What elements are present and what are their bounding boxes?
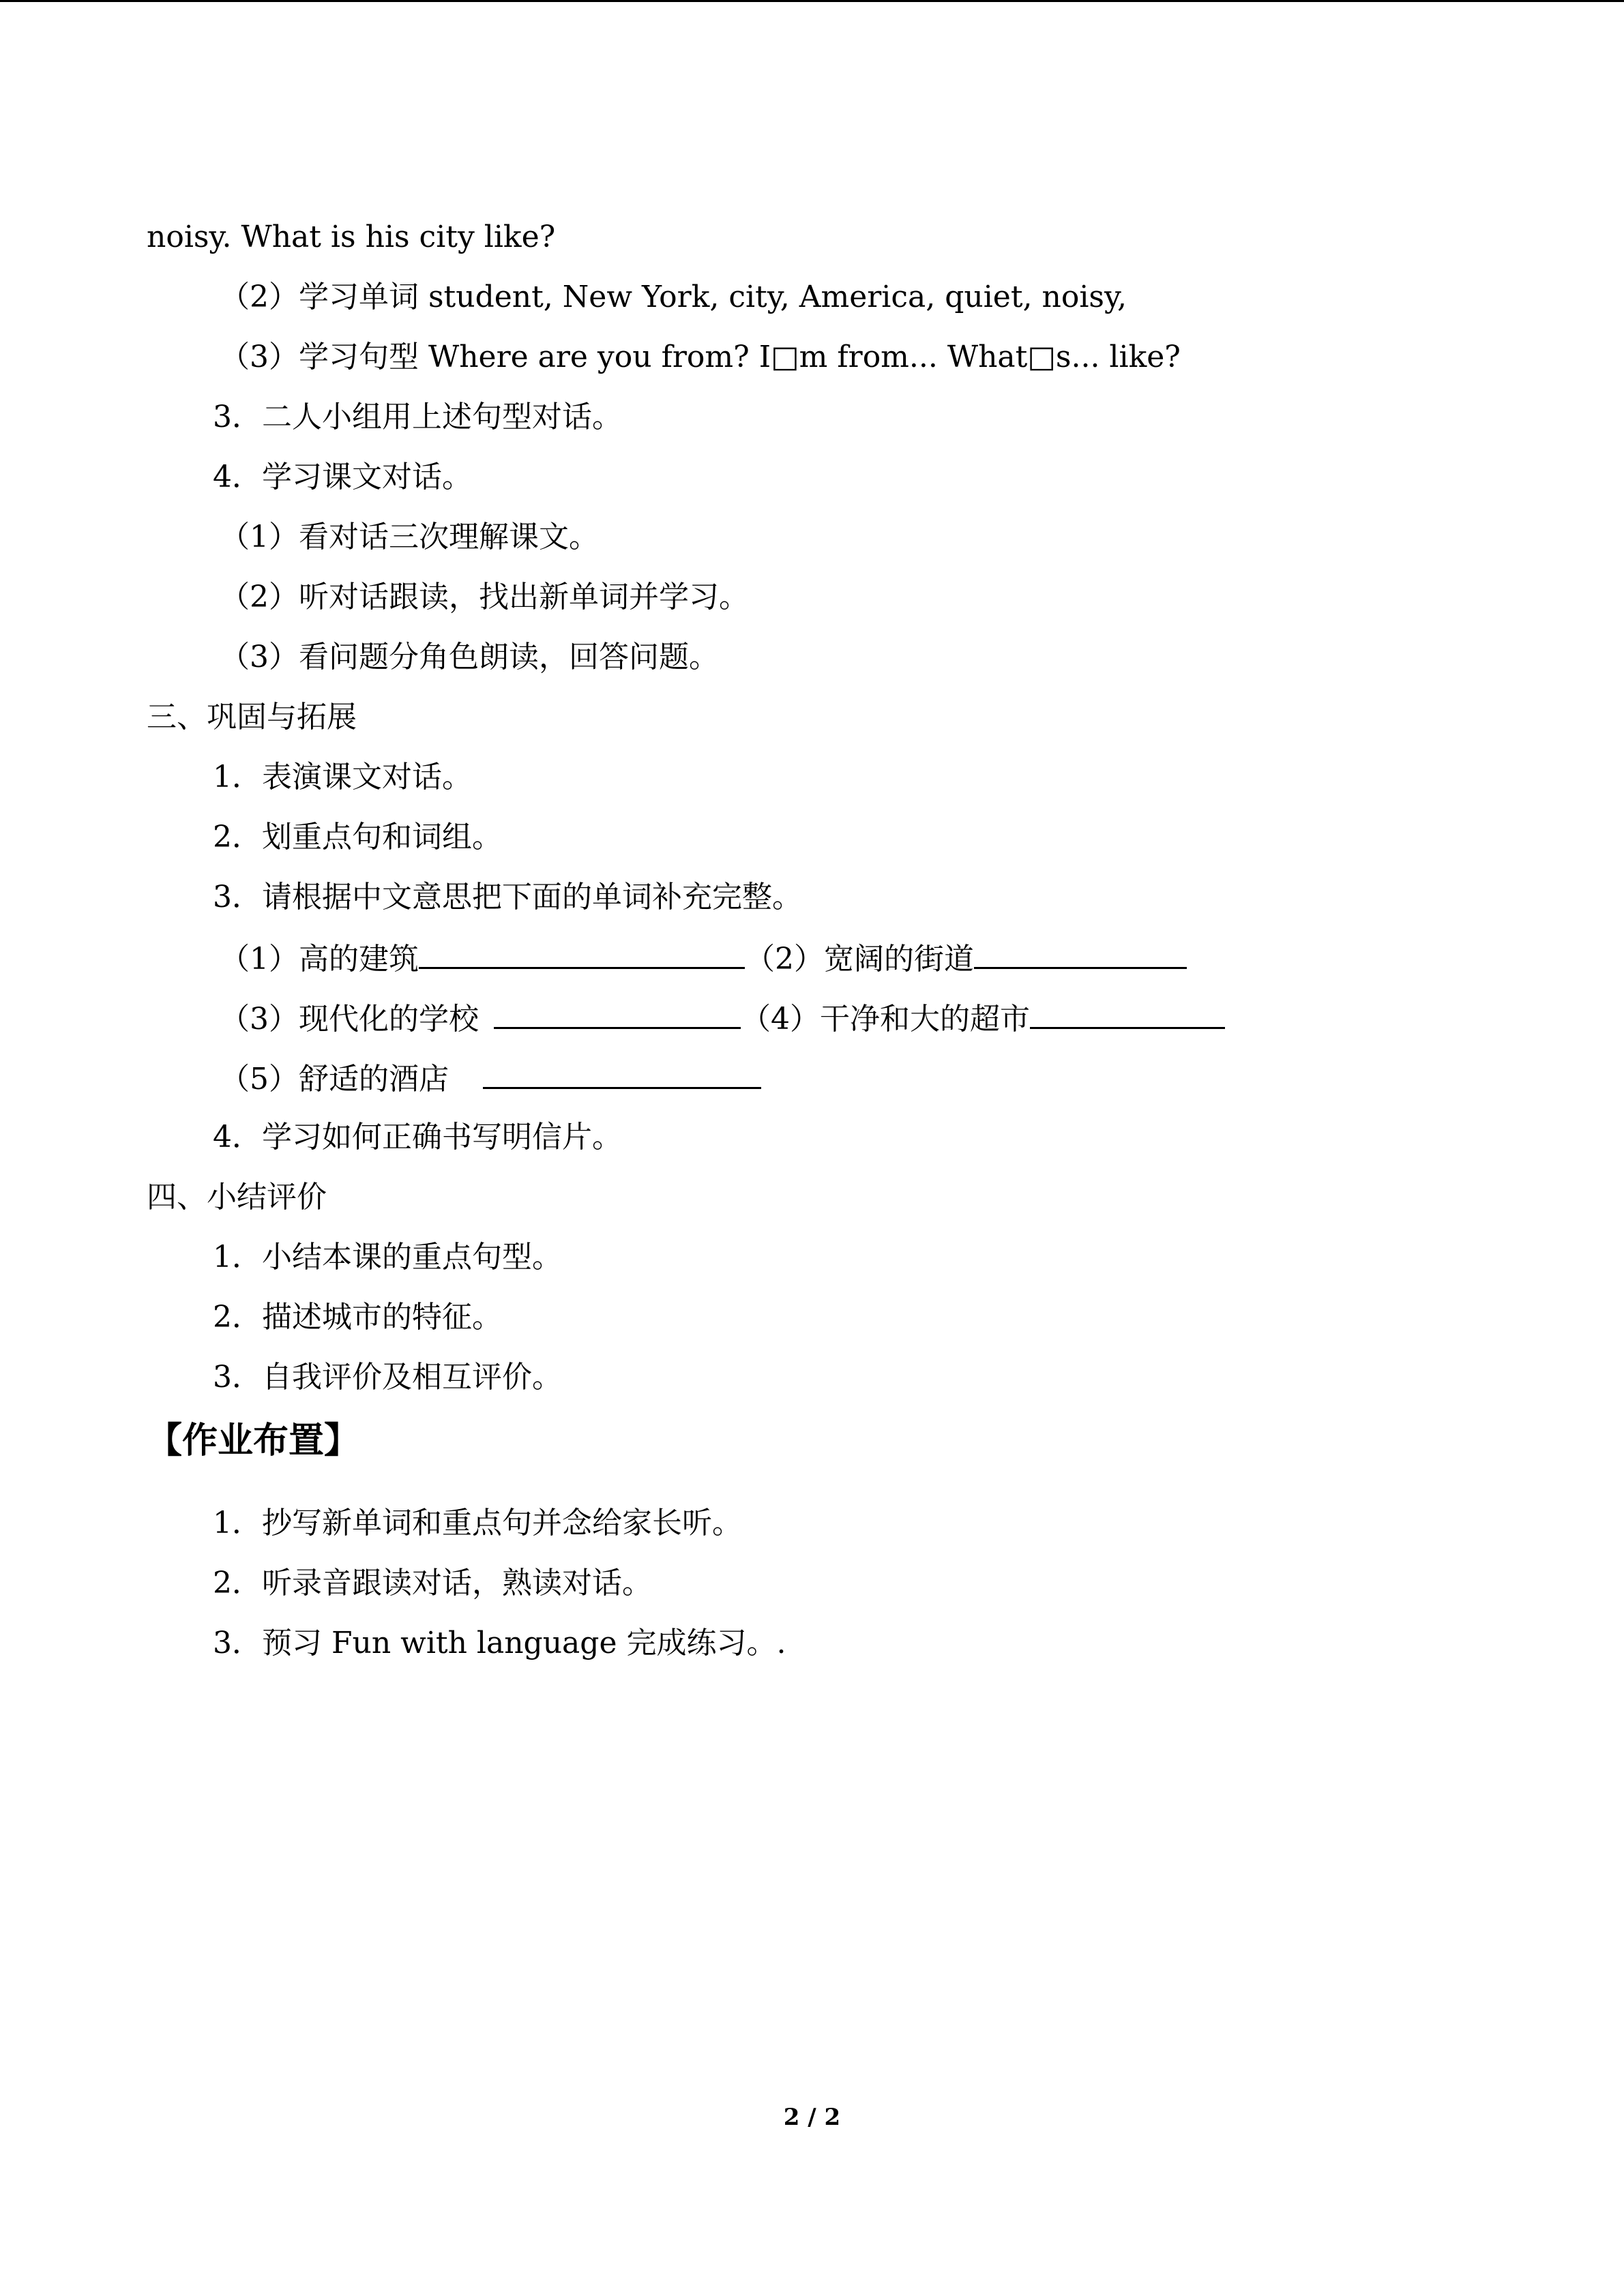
- answer-blank-2[interactable]: [974, 937, 1187, 969]
- text-line-role-play: （3）看问题分角色朗读，回答问题。: [220, 640, 719, 674]
- text-line-sentence-pattern: （3）学习句型 Where are you from? I□m from... What□s... like?: [220, 340, 1181, 374]
- answer-blank-5[interactable]: [483, 1057, 761, 1089]
- homework-item-1: 1．抄写新单词和重点句并念给家长听。: [213, 1506, 742, 1540]
- text-line-underline: 2．划重点句和词组。: [213, 820, 502, 854]
- text-line-read-three-times: （1）看对话三次理解课文。: [220, 520, 599, 554]
- section-title-consolidation: 三、巩固与拓展: [147, 700, 357, 734]
- homework-item-2: 2．听录音跟读对话，熟读对话。: [213, 1566, 652, 1600]
- exercise-item-5: （5）舒适的酒店: [220, 1062, 449, 1097]
- exercise-row-2: [220, 997, 1225, 1040]
- text-line-pair-dialogue: 3．二人小组用上述句型对话。: [213, 400, 622, 434]
- exercise-item-3: （3）现代化的学校: [220, 1002, 479, 1037]
- exercise-item-1: （1）高的建筑: [220, 942, 419, 976]
- text-line-vocabulary: （2）学习单词 student, New York, city, America, quiet, noisy,: [220, 280, 1127, 314]
- exercise-row-1: [220, 937, 1187, 980]
- answer-blank-1[interactable]: [419, 937, 745, 969]
- text-line-learn-dialogue: 4．学习课文对话。: [213, 460, 472, 494]
- page-number: 2 / 2: [783, 2104, 841, 2131]
- exercise-row-3: [220, 1057, 761, 1100]
- section-title-summary: 四、小结评价: [147, 1180, 327, 1214]
- text-line-continuation: noisy. What is his city like?: [147, 220, 556, 254]
- text-line-listen-follow: （2）听对话跟读，找出新单词并学习。: [220, 580, 749, 614]
- exercise-item-4: （4）干净和大的超市: [741, 1002, 1030, 1037]
- text-line-describe-city: 2．描述城市的特征。: [213, 1300, 502, 1335]
- text-line-perform: 1．表演课文对话。: [213, 760, 472, 794]
- homework-item-3: 3．预习 Fun with language 完成练习。.: [213, 1626, 786, 1660]
- answer-blank-4[interactable]: [1030, 997, 1225, 1029]
- text-line-summarize: 1．小结本课的重点句型。: [213, 1240, 562, 1274]
- text-line-fill-words: 3．请根据中文意思把下面的单词补充完整。: [213, 880, 802, 914]
- text-line-postcard: 4．学习如何正确书写明信片。: [213, 1120, 622, 1154]
- exercise-item-2: （2）宽阔的街道: [745, 942, 974, 976]
- homework-heading: 【作业布置】: [147, 1420, 360, 1461]
- answer-blank-3[interactable]: [494, 997, 741, 1029]
- text-line-self-evaluation: 3．自我评价及相互评价。: [213, 1360, 562, 1395]
